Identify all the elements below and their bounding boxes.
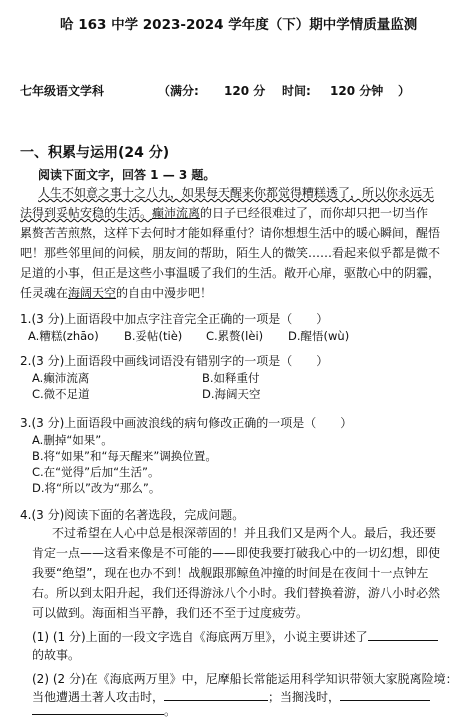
sub-question-2-text: ；当搁浅时， (268, 690, 341, 704)
section-instruction: 阅读下面文字，回答 1 — 3 题。 (38, 168, 216, 182)
question-3-stem: 3.(3 分)上面语段中画波浪线的病句修改正确的一项是（ ） (20, 416, 353, 430)
sub-question-1-tail: 的故事。 (32, 648, 81, 662)
time-value: 120 分钟 (330, 84, 384, 98)
answer-blank-1[interactable] (368, 628, 438, 641)
q3-option-b[interactable]: B.将“如果”和“每天醒来”调换位置。 (32, 449, 217, 463)
score-label: （满分: (158, 84, 199, 98)
passage-line: 足道的小事，但正是这些小事温暖了我们的生活。敞开心扉，驱散心中的阴霾， (20, 266, 441, 280)
q3-option-a[interactable]: A.删掉“如果”。 (32, 433, 113, 447)
excerpt-line: 我要“绝望”，现在也办不到！战舰跟那鲸鱼冲撞的时间是在夜间十一点钟左 (32, 566, 429, 580)
underlined-word-2: 海阔天空 (68, 286, 117, 300)
q1-option-d[interactable]: D.醒悟(wù) (288, 329, 350, 343)
section-heading: 一、积累与运用(24 分) (20, 145, 170, 161)
question-2-stem: 2.(3 分)上面语段中画线词语没有错别字的一项是（ ） (20, 354, 329, 368)
time-label: 时间: (282, 84, 311, 98)
q1-option-b[interactable]: B.妥帖(tiè) (124, 329, 183, 343)
passage-text: 任灵魂在 (20, 286, 69, 300)
subject-label: 七年级语文学科 (20, 84, 105, 98)
q3-option-d[interactable]: D.将“所以”改为“那么”。 (32, 481, 161, 495)
excerpt-line: 不过希望在人心中总是根深蒂固的！并且我们又是两个人。最后，我还要 (52, 526, 437, 540)
excerpt-line: 可以做到。海面相当平静，我们还不至于过度疲劳。 (32, 606, 309, 620)
answer-blank-2[interactable] (164, 688, 268, 701)
q1-option-c[interactable]: C.累赘(lèi) (206, 329, 264, 343)
q1-option-a[interactable]: A.糟糕(zhāo) (28, 329, 99, 343)
q2-option-c[interactable]: C.微不足道 (32, 387, 90, 401)
sub-question-2: (2) (2 分)在《海底两万里》中，尼摩船长常能运用科学知识带领大家脱离险境： (32, 672, 458, 686)
passage-text: 的自由中漫步吧！ (116, 286, 213, 300)
question-1-stem: 1.(3 分)上面语段中加点字注音完全正确的一项是（ ） (20, 312, 329, 326)
underlined-word-1: 癫沛流离 (152, 206, 201, 220)
score-value: 120 分 (224, 84, 266, 98)
passage-line: 吧！那些邻里间的问候，朋友间的帮助，陌生人的微笑……看起来似乎都是微不 (20, 246, 441, 260)
answer-blank-4[interactable] (32, 702, 164, 715)
q2-option-a[interactable]: A.癫沛流离 (32, 371, 90, 385)
question-4-stem: 4.(3 分)阅读下面的名著选段，完成问题。 (20, 508, 245, 522)
sub-question-1: (1) (1 分)上面的一段文字选自《海底两万里》，小说主要讲述了 (32, 630, 368, 644)
passage-line: 累赘苦苦煎熬，这样下去何时才能如释重付？请你想想生活中的暖心瞬间，醒悟 (20, 226, 441, 240)
sub-question-2-end: 。 (164, 704, 177, 718)
excerpt-line: 右。所以到太阳升起，我们还得游泳八个小时。我们替换着游，游八小时必然 (32, 586, 441, 600)
q3-option-c[interactable]: C.在“觉得”后加“生活”。 (32, 465, 160, 479)
q2-option-b[interactable]: B.如释重付 (202, 371, 260, 385)
passage-wavy-sentence-1: 人生不如意之事十之八九，如果每天醒来你都觉得糟糕透了，所以你永远无 (38, 186, 435, 200)
sub-question-2-text: 当他遭遇土著人攻击时， (32, 690, 165, 704)
answer-blank-3[interactable] (340, 688, 430, 701)
exam-title: 哈 163 中学 2023-2024 学年度（下）期中学情质量监测 (60, 17, 418, 33)
passage-text: 的日子已经很难过了，而你却只把一切当作 (200, 206, 429, 220)
passage-wavy-sentence-2: 法得到妥帖安稳的生活。 (20, 206, 153, 220)
excerpt-line: 肯定一点——这看来像是不可能的——即使我要打破我心中的一切幻想，即使 (32, 546, 441, 560)
close-paren: ） (398, 84, 411, 98)
q2-option-d[interactable]: D.海阔天空 (202, 387, 261, 401)
